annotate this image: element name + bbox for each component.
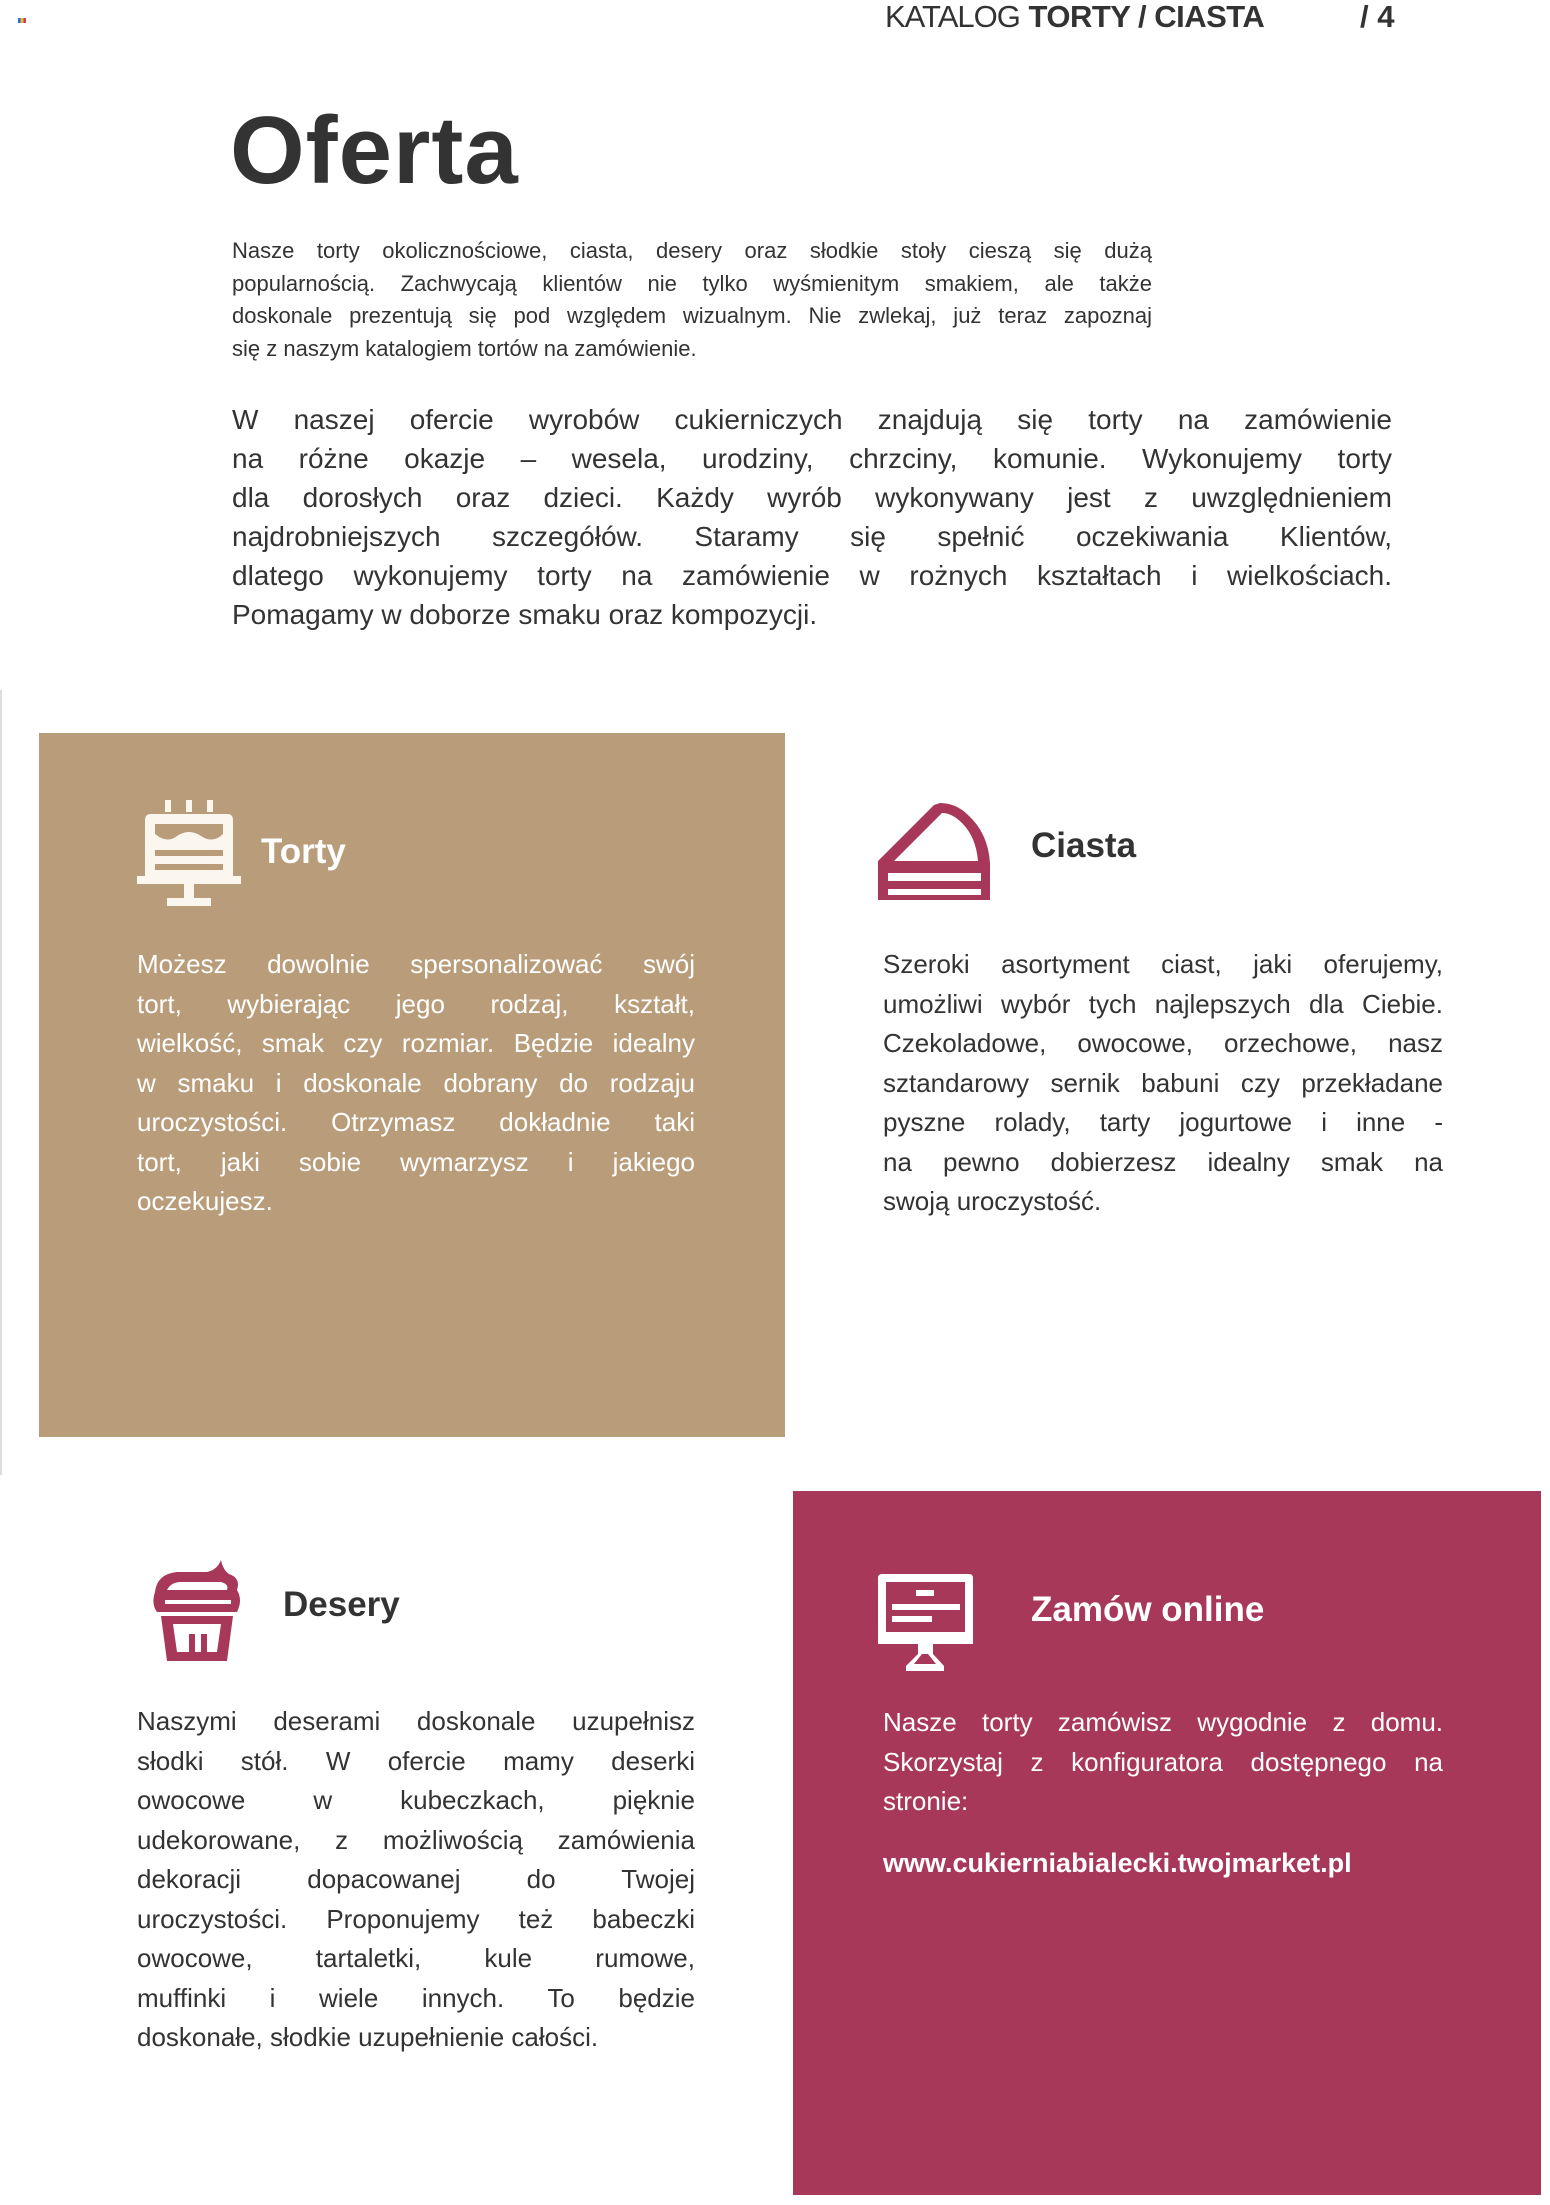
offer-paragraph (232, 400, 1392, 634)
text-line: muffinki i wiele innych. To będzie (137, 1982, 695, 2013)
text-line: W naszej ofercie wyrobów cukierniczych znajdują się torty na zamówienie (232, 404, 1392, 435)
text-line: Skorzystaj z konfiguratora dostępnego na (883, 1746, 1443, 1777)
text-line: Nasze torty okolicznościowe, ciasta, desery oraz słodkie stoły cieszą się dużą (232, 238, 1152, 263)
text-line: umożliwi wybór tych najlepszych dla Ciebie. (883, 988, 1443, 1019)
text-line: Pomagamy w doborze smaku oraz kompozycji. (232, 599, 818, 630)
online-text (883, 1703, 1443, 1822)
ciasta-title: Ciasta (1031, 826, 1137, 865)
text-line: swoją uroczystość. (883, 1186, 1102, 1216)
text-line: pyszne rolady, tarty jogurtowe i inne - (883, 1107, 1443, 1137)
cupcake-icon (151, 1560, 243, 1661)
intro-paragraph (232, 235, 1152, 365)
monitor-icon (878, 1574, 973, 1671)
ciasta-text (883, 945, 1443, 1222)
page-number: / 4 (1360, 0, 1395, 34)
text-line: na różne okazje – wesela, urodziny, chrzciny, komunie. Wykonujemy torty (232, 443, 1392, 474)
text-line: doskonale prezentują się pod względem wizualnym. Nie zwlekaj, już teraz zapoznaj (232, 303, 1152, 328)
text-line: owocowe w kubeczkach, pięknie (137, 1785, 695, 1815)
text-line: tort, jaki sobie wymarzysz i jakiego (137, 1146, 695, 1177)
text-line: uroczystości. Otrzymasz dokładnie taki (137, 1107, 695, 1137)
text-line: dla dorosłych oraz dzieci. Każdy wyrób wykonywany jest z uwzględnieniem (232, 482, 1392, 513)
torty-title: Torty (261, 832, 346, 871)
text-line: uroczystości. Proponujemy też babeczki (137, 1903, 695, 1934)
online-title: Zamów online (1031, 1590, 1265, 1629)
desery-text (137, 1702, 695, 2058)
text-line: na pewno dobierzesz idealny smak na (883, 1146, 1443, 1177)
torty-text (137, 945, 695, 1222)
shop-url-link[interactable]: www.cukierniabialecki.twojmarket.pl (883, 1848, 1352, 1878)
text-line: Szeroki asortyment ciast, jaki oferujemy, (883, 949, 1443, 979)
text-line: dlatego wykonujemy torty na zamówienie w rożnych kształtach i wielkościach. (232, 560, 1392, 591)
text-line: oczekujesz. (137, 1186, 273, 1216)
text-line: się z naszym katalogiem tortów na zamówienie. (232, 335, 697, 361)
print-marks (18, 18, 26, 23)
text-line: sztandarowy sernik babuni czy przekładane (883, 1067, 1443, 1098)
text-line: doskonałe, słodkie uzupełnienie całości. (137, 2022, 599, 2052)
cake-icon (137, 800, 241, 906)
text-line: słodki stół. W ofercie mamy deserki (137, 1745, 695, 1776)
text-line: Naszymi deserami doskonale uzupełnisz (137, 1706, 695, 1736)
text-line: owocowe, tartaletki, kule rumowe, (137, 1943, 695, 1973)
text-line: tort, wybierając jego rodzaj, kształt, (137, 988, 695, 1019)
header-section: TORTY / CIASTA (1028, 0, 1265, 34)
text-line: w smaku i doskonale dobrany do rodzaju (137, 1067, 695, 1098)
text-line: udekorowane, z możliwością zamówienia (137, 1824, 695, 1855)
text-line: popularnością. Zachwycają klientów nie tylko wyśmienitym smakiem, ale także (232, 270, 1152, 296)
text-line: Nasze torty zamówisz wygodnie z domu. (883, 1707, 1443, 1737)
page-edge-line (0, 690, 2, 1475)
cake-slice-icon (878, 803, 991, 900)
running-header (885, 0, 1264, 34)
text-line: wielkość, smak czy rozmiar. Będzie idealny (137, 1028, 695, 1058)
header-katalog: KATALOG (885, 0, 1020, 34)
text-line: najdrobniejszych szczegółów. Staramy się spełnić oczekiwania Klientów, (232, 521, 1392, 552)
text-line: Czekoladowe, owocowe, orzechowe, nasz (883, 1028, 1443, 1058)
desery-title: Desery (283, 1585, 400, 1624)
text-line: Możesz dowolnie spersonalizować swój (137, 949, 695, 979)
text-line: dekoracji dopacowanej do Twojej (137, 1864, 695, 1894)
page-title: Oferta (230, 97, 519, 204)
text-line: stronie: (883, 1786, 969, 1816)
